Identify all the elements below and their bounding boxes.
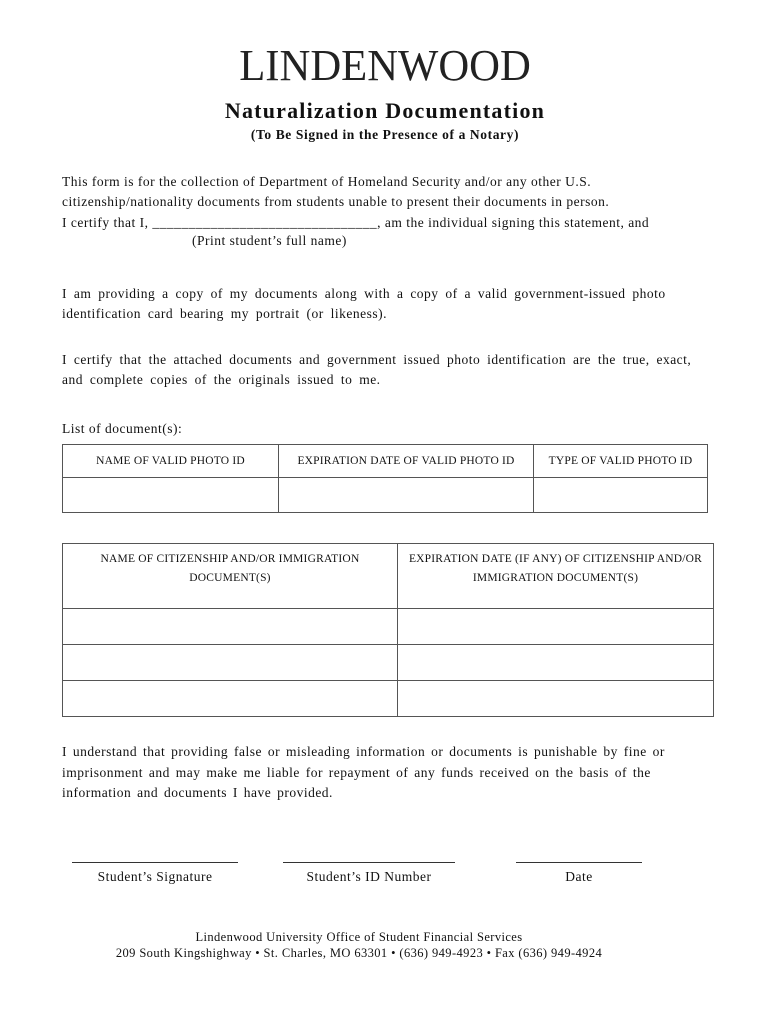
intro-paragraph: This form is for the collection of Department of Homeland Security and/or any other U.S. citizenship/nationality documents from students unable to present their documents in person.	[62, 174, 610, 209]
header-citizenship-doc-name: NAME OF CITIZENSHIP AND/OR IMMIGRATION DOCUMENT(S)	[63, 544, 398, 609]
table-header-row	[63, 544, 714, 609]
date-label: Date	[565, 869, 593, 884]
photo-id-type-cell[interactable]	[534, 478, 708, 513]
student-id-line[interactable]	[283, 850, 455, 863]
citizenship-doc-expiration-cell[interactable]	[398, 645, 714, 681]
student-name-blank[interactable]: _______________________________	[152, 215, 378, 230]
certify-attached-paragraph: I certify that the attached documents and government issued photo identification are the true, exact, and complete copies of the originals issued to me.	[62, 352, 692, 387]
student-id-label: Student’s ID Number	[306, 869, 432, 884]
certify-suffix: , am the individual signing this statement, and	[377, 215, 650, 230]
providing-paragraph: I am providing a copy of my documents along with a copy of a valid government-issued photo identification card bearing my portrait (or likeness).	[62, 286, 666, 321]
citizenship-doc-expiration-cell[interactable]	[398, 681, 714, 717]
footer-office: Lindenwood University Office of Student Financial Services	[195, 930, 523, 944]
footer-contact: 209 South Kingshighway • St. Charles, MO 63301 • (636) 949-4923 • Fax (636) 949-4924	[115, 946, 603, 960]
student-signature-label: Student’s Signature	[97, 869, 213, 884]
certify-name-line	[62, 215, 649, 231]
certify-prefix: I certify that I,	[62, 215, 149, 230]
citizenship-doc-expiration-cell[interactable]	[398, 609, 714, 645]
student-signature-line[interactable]	[72, 850, 238, 863]
date-line[interactable]	[516, 850, 642, 863]
photo-id-expiration-cell[interactable]	[279, 478, 534, 513]
student-id-block	[282, 850, 456, 885]
print-name-hint: (Print student’s full name)	[192, 233, 347, 248]
date-block	[515, 850, 643, 885]
citizenship-doc-name-cell[interactable]	[63, 645, 398, 681]
photo-id-table	[62, 444, 708, 513]
header-citizenship-doc-expiration: EXPIRATION DATE (IF ANY) OF CITIZENSHIP AND/OR IMMIGRATION DOCUMENT(S)	[398, 544, 714, 609]
citizenship-doc-name-cell[interactable]	[63, 681, 398, 717]
page-subtitle: (To Be Signed in the Presence of a Notary)	[250, 127, 520, 142]
photo-id-name-cell[interactable]	[63, 478, 279, 513]
table-header-row	[63, 445, 708, 478]
table-row	[63, 609, 714, 645]
student-signature-block	[70, 850, 240, 885]
page-title: Naturalization Documentation	[224, 98, 546, 123]
table-row	[63, 478, 708, 513]
lindenwood-logo: LINDENWOOD	[239, 41, 531, 90]
document-list-label: List of document(s):	[62, 421, 183, 436]
citizenship-doc-name-cell[interactable]	[63, 609, 398, 645]
understand-paragraph: I understand that providing false or misleading information or documents is punishable by fine or imprisonment and may make me liable for repayment of any funds received on the basis of the information and documents I have provided.	[62, 744, 665, 800]
table-row	[63, 681, 714, 717]
table-row	[63, 645, 714, 681]
header-photo-id-expiration: EXPIRATION DATE OF VALID PHOTO ID	[279, 445, 534, 478]
citizenship-documents-table	[62, 543, 714, 717]
header-photo-id-name: NAME OF VALID PHOTO ID	[63, 445, 279, 478]
header-photo-id-type: TYPE OF VALID PHOTO ID	[534, 445, 708, 478]
